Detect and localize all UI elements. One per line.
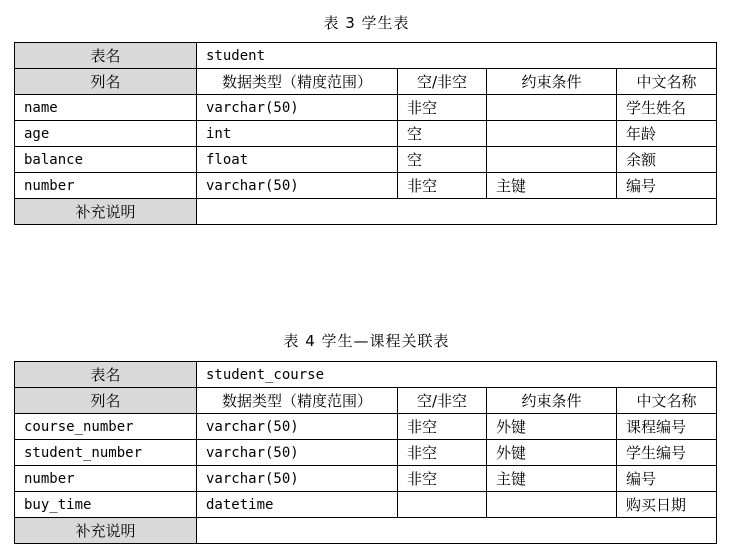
field-name: number [15,173,197,199]
column-header-chinese-name: 中文名称 [617,388,717,414]
table-row [15,121,717,147]
column-header-name: 列名 [15,69,197,95]
table-name-label: 表名 [15,43,197,69]
table-caption: 表 3 学生表 [323,14,410,32]
field-chinese-name: 年龄 [617,121,717,147]
field-type: varchar(50) [197,414,398,440]
table-row [15,95,717,121]
column-header-row [15,388,717,414]
table-caption: 表 4 学生—课程关联表 [283,332,450,350]
table-row [15,147,717,173]
field-chinese-name: 编号 [617,466,717,492]
field-constraint: 主键 [487,173,617,199]
table-row [15,466,717,492]
field-constraint: 外键 [487,440,617,466]
field-type: varchar(50) [197,173,398,199]
field-nullable [398,492,487,518]
field-type: int [197,121,398,147]
table-row [15,173,717,199]
table-row [15,440,717,466]
table-row [15,414,717,440]
notes-value [197,518,717,544]
field-nullable: 非空 [398,173,487,199]
column-header-name: 列名 [15,388,197,414]
column-header-constraint: 约束条件 [487,69,617,95]
field-chinese-name: 课程编号 [617,414,717,440]
field-constraint [487,95,617,121]
field-name: course_number [15,414,197,440]
table-row [15,492,717,518]
notes-value [197,199,717,225]
field-type: datetime [197,492,398,518]
notes-label: 补充说明 [15,518,197,544]
field-chinese-name: 购买日期 [617,492,717,518]
field-constraint [487,147,617,173]
field-type: varchar(50) [197,466,398,492]
column-header-chinese-name: 中文名称 [617,69,717,95]
field-name: number [15,466,197,492]
column-header-row [15,69,717,95]
field-constraint [487,121,617,147]
table-name-row [15,362,717,388]
field-name: student_number [15,440,197,466]
field-type: varchar(50) [197,440,398,466]
field-nullable: 非空 [398,414,487,440]
column-header-nullable: 空/非空 [398,69,487,95]
table-name-row [15,43,717,69]
field-nullable: 空 [398,121,487,147]
student-table [14,42,717,225]
notes-row [15,199,717,225]
field-chinese-name: 学生姓名 [617,95,717,121]
field-chinese-name: 学生编号 [617,440,717,466]
table-name-label: 表名 [15,362,197,388]
column-header-type: 数据类型（精度范围） [197,69,398,95]
field-name: buy_time [15,492,197,518]
student-course-table [14,361,717,544]
table-name-value: student_course [197,362,717,388]
field-name: age [15,121,197,147]
field-nullable: 空 [398,147,487,173]
field-constraint [487,492,617,518]
field-type: float [197,147,398,173]
column-header-nullable: 空/非空 [398,388,487,414]
column-header-type: 数据类型（精度范围） [197,388,398,414]
field-constraint: 主键 [487,466,617,492]
notes-label: 补充说明 [15,199,197,225]
field-constraint: 外键 [487,414,617,440]
field-nullable: 非空 [398,466,487,492]
field-nullable: 非空 [398,95,487,121]
notes-row [15,518,717,544]
table-name-value: student [197,43,717,69]
field-name: balance [15,147,197,173]
field-type: varchar(50) [197,95,398,121]
field-chinese-name: 余额 [617,147,717,173]
field-name: name [15,95,197,121]
field-chinese-name: 编号 [617,173,717,199]
field-nullable: 非空 [398,440,487,466]
column-header-constraint: 约束条件 [487,388,617,414]
